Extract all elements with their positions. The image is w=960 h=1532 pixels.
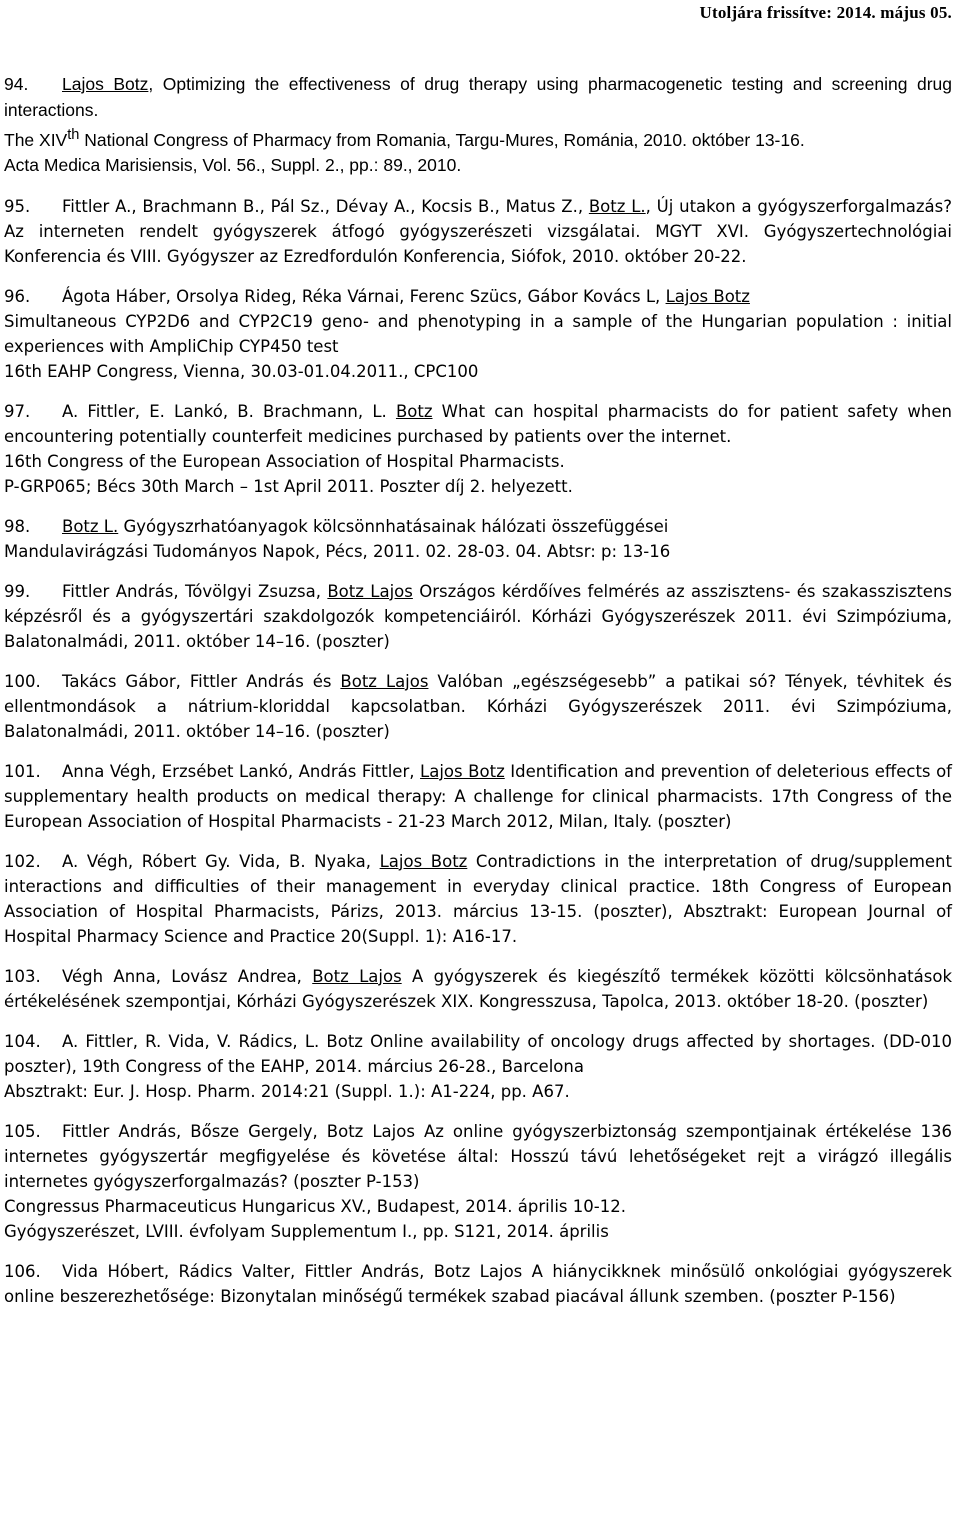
author-link[interactable]: Botz Lajos xyxy=(312,966,402,986)
author-link[interactable]: Lajos Botz xyxy=(665,286,750,306)
entry-number: 105. xyxy=(4,1121,41,1141)
entry-line xyxy=(4,72,952,123)
entry-line xyxy=(4,1079,952,1104)
entry-text: Valóban „egészségesebb” a patikai só? Tények, tévhitek és ellentmondások a nátrium-kloriddal kapcsolatban. Kórházi Gyógyszerészek 2011. évi Szimpóziuma, Balatonalmádi, 2011. október 14–16. (poszter) xyxy=(4,671,953,741)
entry-text: , Új utakon a gyógyszerforgalmazás? Az interneten rendelt gyógyszerek átfogó gyógyszerészeti vizsgálatai. MGYT XVI. Gyógyszertechnológiai Konferencia és VIII. Gyógyszer az Ezredfordulón Konferencia, Siófok, 2010. október 20-22. xyxy=(4,196,953,266)
publication-entry-94 xyxy=(4,72,952,179)
entry-text: Takács Gábor, Fittler András és xyxy=(62,671,341,691)
entry-line xyxy=(4,123,952,153)
entry-text: Gyógyszrhatóanyagok kölcsönnhatásainak hálózati összefüggései xyxy=(118,516,669,536)
entry-text: Identification and prevention of deleterious effects of supplementary health products on medical therapy: A challenge for clinical pharmacists. 17th Congress of the European Association of Hospital Pharmacists - 21-23 March 2012, Milan, Italy. (poszter) xyxy=(4,761,952,831)
entry-text: The XIV xyxy=(4,129,68,150)
entry-line xyxy=(4,1194,952,1219)
entry-text: P-GRP065; Bécs 30th March – 1st April 2011. Poszter díj 2. helyezett. xyxy=(4,476,573,496)
entry-text: Ágota Háber, Orsolya Rideg, Réka Várnai, Ferenc Szücs, Gábor Kovács L, xyxy=(62,286,666,306)
author-link[interactable]: Botz xyxy=(395,401,433,421)
entry-text: Mandulavirágzási Tudományos Napok, Pécs, 2011. 02. 28-03. 04. Abtsr: p: 13-16 xyxy=(4,541,671,561)
entry-number: 102. xyxy=(4,851,41,871)
last-updated-header: Utoljára frissítve: 2014. május 05. xyxy=(699,3,952,22)
entry-number: 94. xyxy=(4,74,29,94)
author-link[interactable]: Lajos Botz xyxy=(379,851,468,871)
entry-text: Végh Anna, Lovász Andrea, xyxy=(62,966,313,986)
entry-text: Congressus Pharmaceuticus Hungaricus XV., Budapest, 2014. április 10-12. xyxy=(4,1196,626,1216)
publication-list xyxy=(4,72,952,1324)
entry-number: 97. xyxy=(4,401,31,421)
entry-line xyxy=(4,964,952,1014)
publication-entry-100 xyxy=(4,669,952,744)
entry-text: A. Fittler, E. Lankó, B. Brachmann, L. xyxy=(62,401,396,421)
publication-entry-95 xyxy=(4,194,952,269)
entry-line xyxy=(4,474,952,499)
entry-line xyxy=(4,284,952,309)
entry-number: 100. xyxy=(4,671,41,691)
entry-line xyxy=(4,514,952,539)
entry-number: 106. xyxy=(4,1261,41,1281)
publication-entry-104 xyxy=(4,1029,952,1104)
entry-text: A. Végh, Róbert Gy. Vida, B. Nyaka, xyxy=(62,851,380,871)
publication-entry-97 xyxy=(4,399,952,499)
entry-number: 104. xyxy=(4,1031,41,1051)
entry-line xyxy=(4,1259,952,1309)
entry-number: 101. xyxy=(4,761,41,781)
entry-text: Anna Végh, Erzsébet Lankó, András Fittler, xyxy=(62,761,421,781)
entry-text: Fittler A., Brachmann B., Pál Sz., Dévay A., Kocsis B., Matus Z., xyxy=(62,196,589,216)
entry-line xyxy=(4,1219,952,1244)
entry-text: Fittler András, Tóvölgyi Zsuzsa, xyxy=(62,581,328,601)
entry-text: , Optimizing the effectiveness of drug therapy using pharmacogenetic testing and screening drug interactions. xyxy=(4,74,952,120)
entry-line xyxy=(4,1029,952,1079)
entry-line xyxy=(4,849,952,949)
entry-text: 16th EAHP Congress, Vienna, 30.03-01.04.2011., CPC100 xyxy=(4,361,479,381)
author-link[interactable]: Lajos Botz xyxy=(420,761,505,781)
author-link[interactable]: Botz L. xyxy=(62,516,119,536)
entry-number: 96. xyxy=(4,286,31,306)
entry-text: Absztrakt: Eur. J. Hosp. Pharm. 2014:21 (Suppl. 1.): A1-224, pp. A67. xyxy=(4,1081,570,1101)
entry-text: Vida Hóbert, Rádics Valter, Fittler András, Botz Lajos A hiánycikknek minősülő onkológiai gyógyszerek online beszerezhetősége: Bizonytalan minőségű termékek szabad piacával állunk szemben. (poszter P-156) xyxy=(4,1261,952,1306)
entry-line xyxy=(4,449,952,474)
entry-line xyxy=(4,539,952,564)
entry-text: Contradictions in the interpretation of drug/supplement interactions and difficulties of their management in everyday clinical practice. 18th Congress of European Association of Hospital Pharmacists, Párizs, 2013. március 13-15. (poszter), Absztrakt: European Journal of Hospital Pharmacy Science and Practice 20(Suppl. 1): A16-17. xyxy=(4,851,952,946)
entry-line xyxy=(4,194,952,269)
publication-entry-103 xyxy=(4,964,952,1014)
entry-number: 99. xyxy=(4,581,31,601)
entry-text: Fittler András, Bősze Gergely, Botz Lajos Az online gyógyszerbiztonság szempontjainak értékelése 136 internetes gyógyszertár megfigyelése és követése által: Hosszú távú lehetőségeket rejt a virágzó illegális internetes gyógyszerforgalmazás? (poszter P-153) xyxy=(4,1121,952,1191)
entry-text: Gyógyszerészet, LVIII. évfolyam Supplementum I., pp. S121, 2014. április xyxy=(4,1221,609,1241)
entry-text: Simultaneous CYP2D6 and CYP2C19 geno- and phenotyping in a sample of the Hungarian population : initial experiences with AmpliChip CYP450 test xyxy=(4,311,952,356)
author-link[interactable]: Botz L. xyxy=(588,196,646,216)
entry-text: Acta Medica Marisiensis, Vol. 56., Suppl. 2., pp.: 89., 2010. xyxy=(4,155,462,176)
entry-number: 95. xyxy=(4,196,31,216)
entry-line xyxy=(4,153,952,179)
entry-number: 103. xyxy=(4,966,41,986)
entry-line xyxy=(4,579,952,654)
entry-line xyxy=(4,1119,952,1194)
publication-entry-101 xyxy=(4,759,952,834)
author-link[interactable]: Botz Lajos xyxy=(340,671,429,691)
entry-text: National Congress of Pharmacy from Romania, Targu-Mures, Románia, 2010. október 13-16. xyxy=(79,129,805,150)
author-link[interactable]: Lajos Botz xyxy=(62,74,149,94)
publication-entry-105 xyxy=(4,1119,952,1244)
entry-text: A. Fittler, R. Vida, V. Rádics, L. Botz Online availability of oncology drugs affected by shortages. (DD-010 poszter), 19th Congress of the EAHP, 2014. március 26-28., Barcelona xyxy=(4,1031,952,1076)
publication-entry-99 xyxy=(4,579,952,654)
entry-text: 16th Congress of the European Association of Hospital Pharmacists. xyxy=(4,451,565,471)
entry-line xyxy=(4,359,952,384)
publication-entry-102 xyxy=(4,849,952,949)
entry-text: Országos kérdőíves felmérés az asszisztens- és szakasszisztens képzésről és a gyógyszertári szakdolgozók kompetenciáiról. Kórházi Gyógyszerészek 2011. évi Szimpóziuma, Balatonalmádi, 2011. október 14–16. (poszter) xyxy=(4,581,953,651)
author-link[interactable]: Botz Lajos xyxy=(327,581,413,601)
entry-line xyxy=(4,669,952,744)
publication-entry-96 xyxy=(4,284,952,384)
entry-number: 98. xyxy=(4,516,31,536)
entry-line xyxy=(4,399,952,449)
entry-text: A gyógyszerek és kiegészítő termékek közötti kölcsönhatások értékelésének szempontjai, Kórházi Gyógyszerészek XIX. Kongresszusa, Tapolca, 2013. október 18-20. (poszter) xyxy=(4,966,953,1011)
superscript: th xyxy=(67,127,80,143)
entry-text: What can hospital pharmacists do for patient safety when encountering potentially counterfeit medicines purchased by patients over the internet. xyxy=(4,401,952,446)
entry-line xyxy=(4,309,952,359)
publication-entry-106 xyxy=(4,1259,952,1309)
publication-entry-98 xyxy=(4,514,952,564)
entry-line xyxy=(4,759,952,834)
